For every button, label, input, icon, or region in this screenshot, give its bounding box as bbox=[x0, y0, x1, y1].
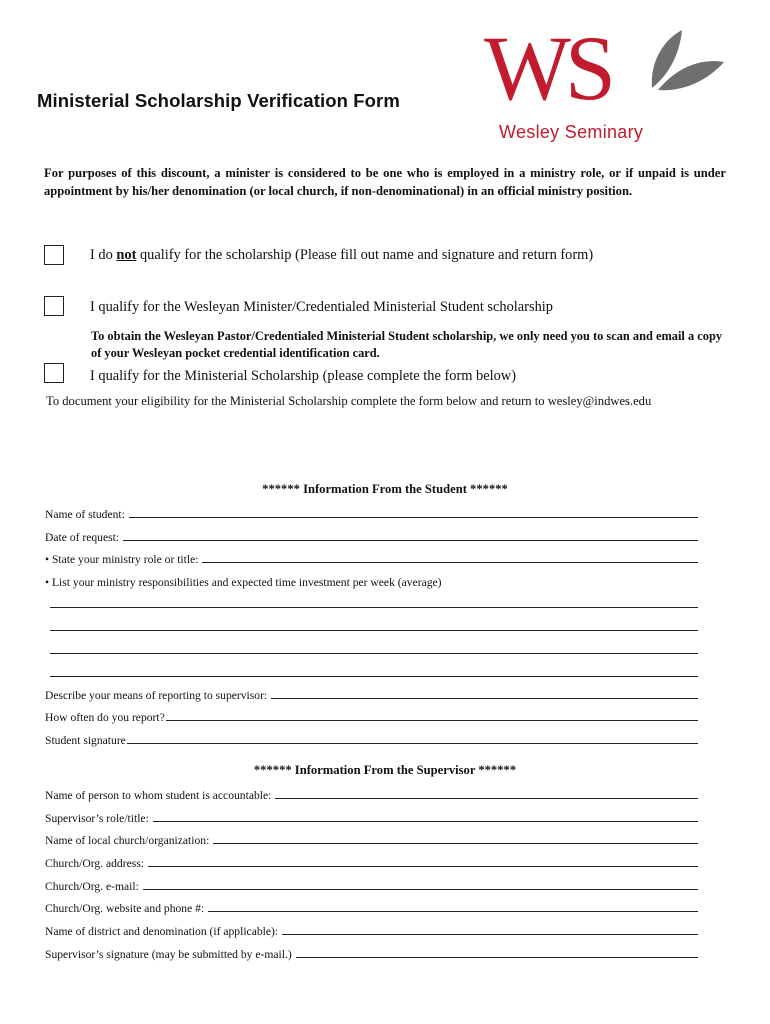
responsibilities-line-2[interactable] bbox=[50, 630, 698, 631]
responsibilities-line-3[interactable] bbox=[50, 653, 698, 654]
ministerial-checkbox[interactable] bbox=[44, 363, 64, 383]
not-qualify-checkbox[interactable] bbox=[44, 245, 64, 265]
responsibilities-line-1[interactable] bbox=[50, 607, 698, 608]
document-instruction: To document your eligibility for the Ministerial Scholarship complete the form below and return to wesley@indwes.edu bbox=[46, 394, 652, 408]
logo-letters: WS bbox=[484, 17, 610, 119]
not-qualify-prefix: I do bbox=[90, 247, 117, 263]
not-qualify-label bbox=[90, 247, 593, 264]
option-wesleyan[interactable] bbox=[44, 296, 553, 316]
accountable-person-field[interactable] bbox=[45, 786, 698, 802]
not-qualify-emphasis: not bbox=[116, 247, 137, 263]
supervisor-signature-field[interactable] bbox=[45, 945, 698, 961]
church-name-field[interactable] bbox=[45, 831, 698, 847]
student-name-label: Name of student: bbox=[45, 508, 128, 521]
supervisor-signature-label: Supervisor’s signature (may be submitted by e-mail.) bbox=[45, 948, 295, 961]
responsibilities-heading bbox=[45, 573, 698, 589]
report-frequency-label: How often do you report? bbox=[45, 711, 165, 724]
supervisor-role-label: Supervisor’s role/title: bbox=[45, 812, 152, 825]
supervisor-section-heading: ****** Information From the Supervisor ****** bbox=[253, 763, 517, 777]
church-address-label: Church/Org. address: bbox=[45, 857, 147, 870]
wesleyan-note: To obtain the Wesleyan Pastor/Credentialed Ministerial Student scholarship, we only need you to scan and email a copy of your Wesleyan pocket credential identification card. bbox=[91, 329, 723, 360]
student-section-heading: ****** Information From the Student ****** bbox=[262, 482, 508, 496]
church-email-label: Church/Org. e-mail: bbox=[45, 880, 142, 893]
report-frequency-field[interactable] bbox=[45, 708, 698, 724]
accountable-person-line[interactable] bbox=[275, 798, 698, 799]
district-field[interactable] bbox=[45, 922, 698, 938]
form-title: Ministerial Scholarship Verification Form bbox=[37, 90, 400, 111]
student-signature-line[interactable] bbox=[127, 743, 698, 744]
church-email-field[interactable] bbox=[45, 877, 698, 893]
not-qualify-suffix: qualify for the scholarship (Please fill out name and signature and return form) bbox=[136, 247, 594, 263]
supervisor-role-line[interactable] bbox=[153, 821, 698, 822]
church-name-line[interactable] bbox=[213, 843, 698, 844]
wesleyan-checkbox[interactable] bbox=[44, 296, 64, 316]
option-not-qualify[interactable] bbox=[44, 245, 594, 265]
church-website-line[interactable] bbox=[208, 911, 698, 912]
district-line[interactable] bbox=[282, 934, 698, 935]
student-name-line[interactable] bbox=[129, 517, 698, 518]
ministry-role-line[interactable] bbox=[202, 562, 698, 563]
church-name-label: Name of local church/organization: bbox=[45, 834, 213, 847]
supervisor-role-field[interactable] bbox=[45, 809, 698, 825]
logo-subtitle: Wesley Seminary bbox=[499, 122, 644, 142]
request-date-line[interactable] bbox=[123, 540, 698, 541]
district-label: Name of district and denomination (if applicable): bbox=[45, 925, 281, 938]
student-signature-field[interactable] bbox=[45, 731, 698, 747]
option-ministerial[interactable] bbox=[44, 363, 516, 384]
responsibilities-label: • List your ministry responsibilities and expected time investment per week (average) bbox=[45, 576, 442, 589]
church-address-line[interactable] bbox=[148, 866, 698, 867]
supervisor-signature-line[interactable] bbox=[296, 957, 698, 958]
reporting-means-label: Describe your means of reporting to supervisor: bbox=[45, 689, 271, 702]
leaves-icon bbox=[642, 28, 724, 98]
church-website-label: Church/Org. website and phone #: bbox=[45, 902, 208, 915]
student-signature-label: Student signature bbox=[45, 734, 126, 747]
report-frequency-line[interactable] bbox=[166, 720, 698, 721]
wesleyan-label: I qualify for the Wesleyan Minister/Credentialed Ministerial Student scholarship bbox=[90, 299, 553, 315]
ministry-role-label: • State your ministry role or title: bbox=[45, 553, 202, 566]
request-date-label: Date of request: bbox=[45, 531, 122, 544]
intro-paragraph: For purposes of this discount, a minister is considered to be one who is employed in a ministry role, or if unpaid is under appointment by his/her denomination (or local church, if non-denominational) in an official ministry position. bbox=[44, 166, 726, 198]
reporting-means-line[interactable] bbox=[271, 698, 698, 699]
reporting-means-field[interactable] bbox=[45, 686, 698, 702]
ministerial-label: I qualify for the Ministerial Scholarship (please complete the form below) bbox=[90, 368, 516, 384]
church-email-line[interactable] bbox=[143, 889, 698, 890]
responsibilities-line-4[interactable] bbox=[50, 676, 698, 677]
church-website-field[interactable] bbox=[45, 899, 698, 915]
accountable-person-label: Name of person to whom student is accountable: bbox=[45, 789, 275, 802]
student-name-field[interactable] bbox=[45, 505, 698, 521]
request-date-field[interactable] bbox=[45, 528, 698, 544]
wesley-seminary-logo bbox=[484, 17, 724, 152]
ministry-role-field[interactable] bbox=[45, 550, 698, 566]
church-address-field[interactable] bbox=[45, 854, 698, 870]
